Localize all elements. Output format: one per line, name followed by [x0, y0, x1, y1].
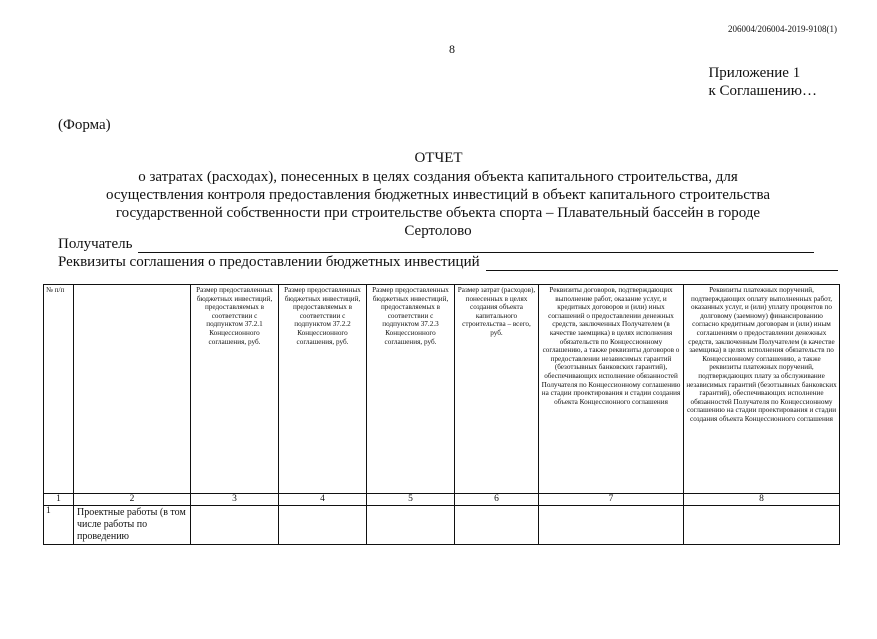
- form-label: (Форма): [58, 117, 111, 133]
- data-cell[interactable]: [367, 506, 455, 545]
- data-cell[interactable]: [191, 506, 279, 545]
- appendix-reference: [708, 64, 817, 100]
- header-cell-investment-37-2-3: Размер предоставленных бюджетных инвестиций, предоставляемых в соответствии с подпунктом 37.2.3 Концессионного соглашения, руб.: [367, 285, 455, 494]
- table-row: [44, 506, 840, 545]
- column-number: 2: [74, 494, 191, 506]
- column-number: 4: [279, 494, 367, 506]
- header-cell-investment-37-2-1: Размер предоставленных бюджетных инвестиций, предоставляемых в соответствии с подпунктом 37.2.1 Концессионного соглашения, руб.: [191, 285, 279, 494]
- page-number: 8: [449, 42, 455, 56]
- data-cell[interactable]: [455, 506, 539, 545]
- column-number: 7: [539, 494, 684, 506]
- requisites-blank-line[interactable]: [486, 255, 838, 271]
- document-id: 206004/206004-2019-9108(1): [728, 24, 837, 34]
- recipient-label: Получатель: [58, 236, 133, 252]
- column-number: 8: [684, 494, 840, 506]
- table-header-row: [44, 285, 840, 494]
- report-subtitle: о затратах (расходах), понесенных в целях создания объекта капитального строительства, для осуществления контроля предоставления бюджетных инвестиций в объект капитального строительства государственной собственности при строительстве объекта спорта – Плавательный бассейн в городе Сертолово: [105, 169, 771, 239]
- column-number: 3: [191, 494, 279, 506]
- column-number: 1: [44, 494, 74, 506]
- row-name-cell: Проектные работы (в том числе работы по проведению: [74, 506, 191, 545]
- appendix-line-1: Приложение 1: [708, 65, 801, 81]
- requisites-label: Реквизиты соглашения о предоставлении бюджетных инвестиций: [58, 254, 480, 270]
- header-cell-total-costs: Размер затрат (расходов), понесенных в целях создания объекта капитального строительства – всего, руб.: [455, 285, 539, 494]
- header-cell-name: [74, 285, 191, 494]
- data-cell[interactable]: [279, 506, 367, 545]
- header-cell-investment-37-2-2: Размер предоставленных бюджетных инвестиций, предоставляемых в соответствии с подпунктом 37.2.2 Концессионного соглашения, руб.: [279, 285, 367, 494]
- appendix-line-2: к Соглашению…: [708, 83, 817, 99]
- data-cell[interactable]: [539, 506, 684, 545]
- column-number: 6: [455, 494, 539, 506]
- row-number-cell: 1: [44, 506, 74, 545]
- recipient-field: [58, 236, 814, 253]
- requisites-field: [58, 254, 838, 271]
- column-number-row: [44, 494, 840, 506]
- header-cell-payment-requisites: Реквизиты платежных поручений, подтверждающих оплату выполненных работ, оказанных услуг, и (или) уплату процентов по долговому (заемному) финансированию согласно кредитным договорам и (или) иным соглашениям о предоставлении денежных средств, заключенным Получателем (в качестве заемщика) в целях исполнения обязательств по Концессионному соглашению, а также реквизиты платежных поручений, подтверждающих плату за обслуживание независимых гарантий (безотзывных банковских гарантий), обеспечивающих исполнение обязанностей Получателя по Концессионному соглашению на стадии проектирования и стадии создания объекта Концессионного соглашения: [684, 285, 840, 494]
- data-cell[interactable]: [684, 506, 840, 545]
- header-cell-num: № п/п: [44, 285, 74, 494]
- report-table: [43, 284, 840, 545]
- header-cell-contract-requisites: Реквизиты договоров, подтверждающих выполнение работ, оказание услуг, и кредитных договоров и (или) иных соглашений о предоставлении денежных средств, заключенных Получателем (в качестве заемщика) в целях исполнения обязательств по Концессионному соглашению, а также реквизиты договоров о предоставлении независимых гарантий (безотзывных банковских гарантий), обеспечивающих исполнение обязанностей Получателя по Концессионному соглашению на стадии проектирования и стадии создания объекта Концессионного соглашения: [539, 285, 684, 494]
- recipient-blank-line[interactable]: [138, 237, 814, 253]
- column-number: 5: [367, 494, 455, 506]
- report-title: ОТЧЕТ: [414, 150, 463, 166]
